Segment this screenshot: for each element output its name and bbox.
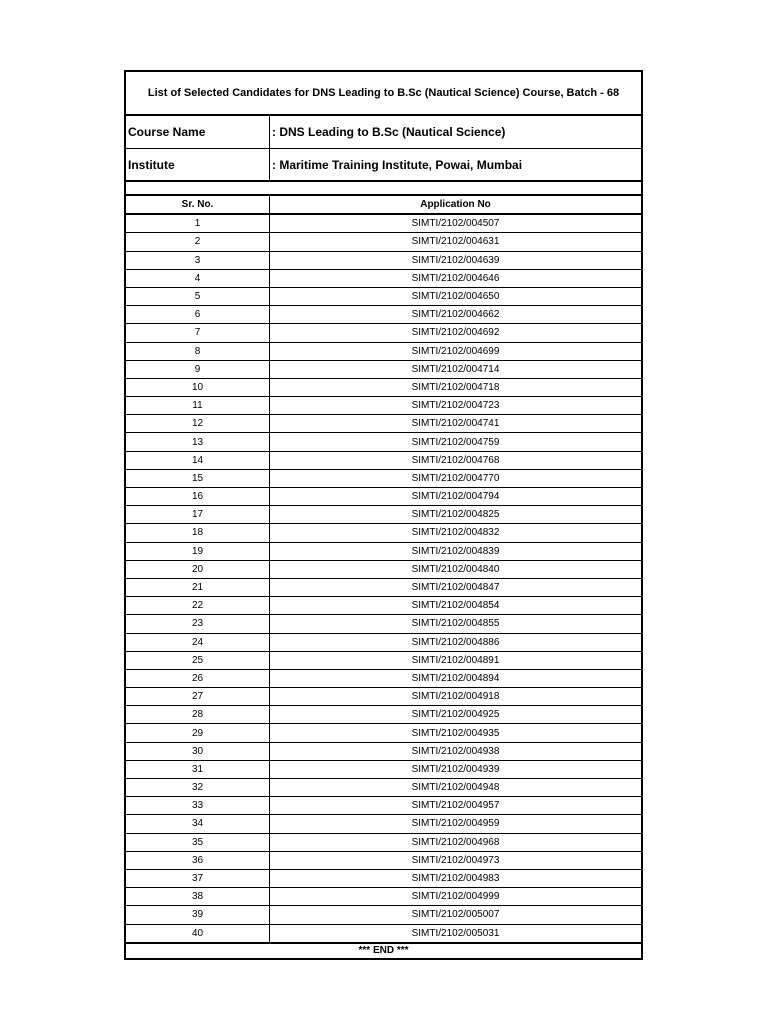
application-no-cell: SIMTI/2102/004825: [270, 506, 642, 524]
sr-no-cell: 20: [126, 560, 270, 578]
table-row: [126, 597, 641, 615]
sr-no-cell: 13: [126, 433, 270, 451]
table-row: [126, 833, 641, 851]
course-name-label: Course Name: [126, 116, 270, 148]
application-no-cell: SIMTI/2102/004631: [270, 233, 642, 251]
table-row: [126, 324, 641, 342]
table-row: [126, 688, 641, 706]
course-name-value: : DNS Leading to B.Sc (Nautical Science): [272, 125, 506, 139]
application-no-cell: SIMTI/2102/004692: [270, 324, 642, 342]
sr-no-cell: 23: [126, 615, 270, 633]
course-name-row: [126, 116, 641, 149]
sr-no-cell: 37: [126, 869, 270, 887]
sr-no-cell: 9: [126, 360, 270, 378]
table-body: [126, 214, 641, 943]
end-marker: *** END ***: [358, 945, 409, 957]
application-no-cell: SIMTI/2102/004741: [270, 415, 642, 433]
table-row: [126, 287, 641, 305]
application-no-cell: SIMTI/2102/004939: [270, 760, 642, 778]
table-row: [126, 706, 641, 724]
application-no-cell: SIMTI/2102/004983: [270, 869, 642, 887]
sr-no-cell: 16: [126, 488, 270, 506]
institute-value: : Maritime Training Institute, Powai, Mumbai: [272, 157, 523, 172]
table-row: [126, 615, 641, 633]
application-no-cell: SIMTI/2102/004718: [270, 378, 642, 396]
table-row: [126, 633, 641, 651]
institute-label: Institute: [126, 149, 270, 180]
document-title: List of Selected Candidates for DNS Leading to B.Sc (Nautical Science) Course, Batch - 68: [126, 72, 641, 116]
sr-no-cell: 15: [126, 469, 270, 487]
sr-no-cell: 12: [126, 415, 270, 433]
table-header-row: [126, 196, 641, 214]
institute-row: [126, 149, 641, 182]
table-row: [126, 433, 641, 451]
sr-no-cell: 18: [126, 524, 270, 542]
application-no-cell: SIMTI/2102/004938: [270, 742, 642, 760]
sr-no-cell: 40: [126, 924, 270, 943]
sr-no-cell: 36: [126, 851, 270, 869]
sr-no-cell: 17: [126, 506, 270, 524]
table-row: [126, 651, 641, 669]
sr-no-cell: 34: [126, 815, 270, 833]
application-no-cell: SIMTI/2102/004759: [270, 433, 642, 451]
selection-list-sheet: [124, 70, 643, 960]
application-no-cell: SIMTI/2102/004768: [270, 451, 642, 469]
table-row: [126, 906, 641, 924]
sr-no-cell: 33: [126, 797, 270, 815]
table-row: [126, 469, 641, 487]
sr-no-cell: 8: [126, 342, 270, 360]
table-row: [126, 451, 641, 469]
application-no-cell: SIMTI/2102/004968: [270, 833, 642, 851]
application-no-cell: SIMTI/2102/004794: [270, 488, 642, 506]
table-row: [126, 542, 641, 560]
header-sr-no: Sr. No.: [126, 196, 270, 214]
sr-no-cell: 22: [126, 597, 270, 615]
sr-no-cell: 19: [126, 542, 270, 560]
application-no-cell: SIMTI/2102/004507: [270, 214, 642, 233]
application-no-cell: SIMTI/2102/004699: [270, 342, 642, 360]
sr-no-cell: 1: [126, 214, 270, 233]
application-no-cell: SIMTI/2102/004646: [270, 269, 642, 287]
header-application-no: Application No: [270, 196, 642, 214]
sr-no-cell: 10: [126, 378, 270, 396]
application-no-cell: SIMTI/2102/004935: [270, 724, 642, 742]
sr-no-cell: 5: [126, 287, 270, 305]
sr-no-cell: 30: [126, 742, 270, 760]
application-no-cell: SIMTI/2102/004662: [270, 306, 642, 324]
table-row: [126, 869, 641, 887]
application-no-cell: SIMTI/2102/005007: [270, 906, 642, 924]
application-no-cell: SIMTI/2102/004959: [270, 815, 642, 833]
table-row: [126, 378, 641, 396]
candidates-table: [126, 196, 641, 944]
sr-no-cell: 24: [126, 633, 270, 651]
application-no-cell: SIMTI/2102/004847: [270, 578, 642, 596]
application-no-cell: SIMTI/2102/004894: [270, 669, 642, 687]
sr-no-cell: 31: [126, 760, 270, 778]
table-row: [126, 851, 641, 869]
table-row: [126, 360, 641, 378]
table-row: [126, 214, 641, 233]
sr-no-cell: 21: [126, 578, 270, 596]
table-row: [126, 560, 641, 578]
table-row: [126, 397, 641, 415]
table-row: [126, 815, 641, 833]
table-row: [126, 779, 641, 797]
table-row: [126, 506, 641, 524]
application-no-cell: SIMTI/2102/005031: [270, 924, 642, 943]
table-row: [126, 342, 641, 360]
sr-no-cell: 6: [126, 306, 270, 324]
application-no-cell: SIMTI/2102/004891: [270, 651, 642, 669]
sr-no-cell: 11: [126, 397, 270, 415]
table-row: [126, 742, 641, 760]
application-no-cell: SIMTI/2102/004948: [270, 779, 642, 797]
sr-no-cell: 28: [126, 706, 270, 724]
table-row: [126, 415, 641, 433]
sr-no-cell: 7: [126, 324, 270, 342]
application-no-cell: SIMTI/2102/004840: [270, 560, 642, 578]
application-no-cell: SIMTI/2102/004925: [270, 706, 642, 724]
sr-no-cell: 38: [126, 888, 270, 906]
table-row: [126, 724, 641, 742]
application-no-cell: SIMTI/2102/004839: [270, 542, 642, 560]
application-no-cell: SIMTI/2102/004770: [270, 469, 642, 487]
table-row: [126, 924, 641, 943]
sr-no-cell: 35: [126, 833, 270, 851]
table-row: [126, 669, 641, 687]
application-no-cell: SIMTI/2102/004957: [270, 797, 642, 815]
application-no-cell: SIMTI/2102/004918: [270, 688, 642, 706]
table-row: [126, 888, 641, 906]
sr-no-cell: 39: [126, 906, 270, 924]
sr-no-cell: 4: [126, 269, 270, 287]
sr-no-cell: 25: [126, 651, 270, 669]
table-row: [126, 797, 641, 815]
application-no-cell: SIMTI/2102/004854: [270, 597, 642, 615]
sr-no-cell: 32: [126, 779, 270, 797]
application-no-cell: SIMTI/2102/004886: [270, 633, 642, 651]
application-no-cell: SIMTI/2102/004639: [270, 251, 642, 269]
table-row: [126, 251, 641, 269]
table-row: [126, 760, 641, 778]
application-no-cell: SIMTI/2102/004723: [270, 397, 642, 415]
application-no-cell: SIMTI/2102/004650: [270, 287, 642, 305]
sr-no-cell: 27: [126, 688, 270, 706]
table-row: [126, 233, 641, 251]
application-no-cell: SIMTI/2102/004999: [270, 888, 642, 906]
table-row: [126, 524, 641, 542]
table-row: [126, 578, 641, 596]
sr-no-cell: 3: [126, 251, 270, 269]
table-row: [126, 306, 641, 324]
sr-no-cell: 14: [126, 451, 270, 469]
table-row: [126, 269, 641, 287]
application-no-cell: SIMTI/2102/004714: [270, 360, 642, 378]
table-row: [126, 488, 641, 506]
spacer-row: [126, 182, 641, 196]
application-no-cell: SIMTI/2102/004832: [270, 524, 642, 542]
sr-no-cell: 29: [126, 724, 270, 742]
application-no-cell: SIMTI/2102/004855: [270, 615, 642, 633]
sr-no-cell: 26: [126, 669, 270, 687]
application-no-cell: SIMTI/2102/004973: [270, 851, 642, 869]
sr-no-cell: 2: [126, 233, 270, 251]
